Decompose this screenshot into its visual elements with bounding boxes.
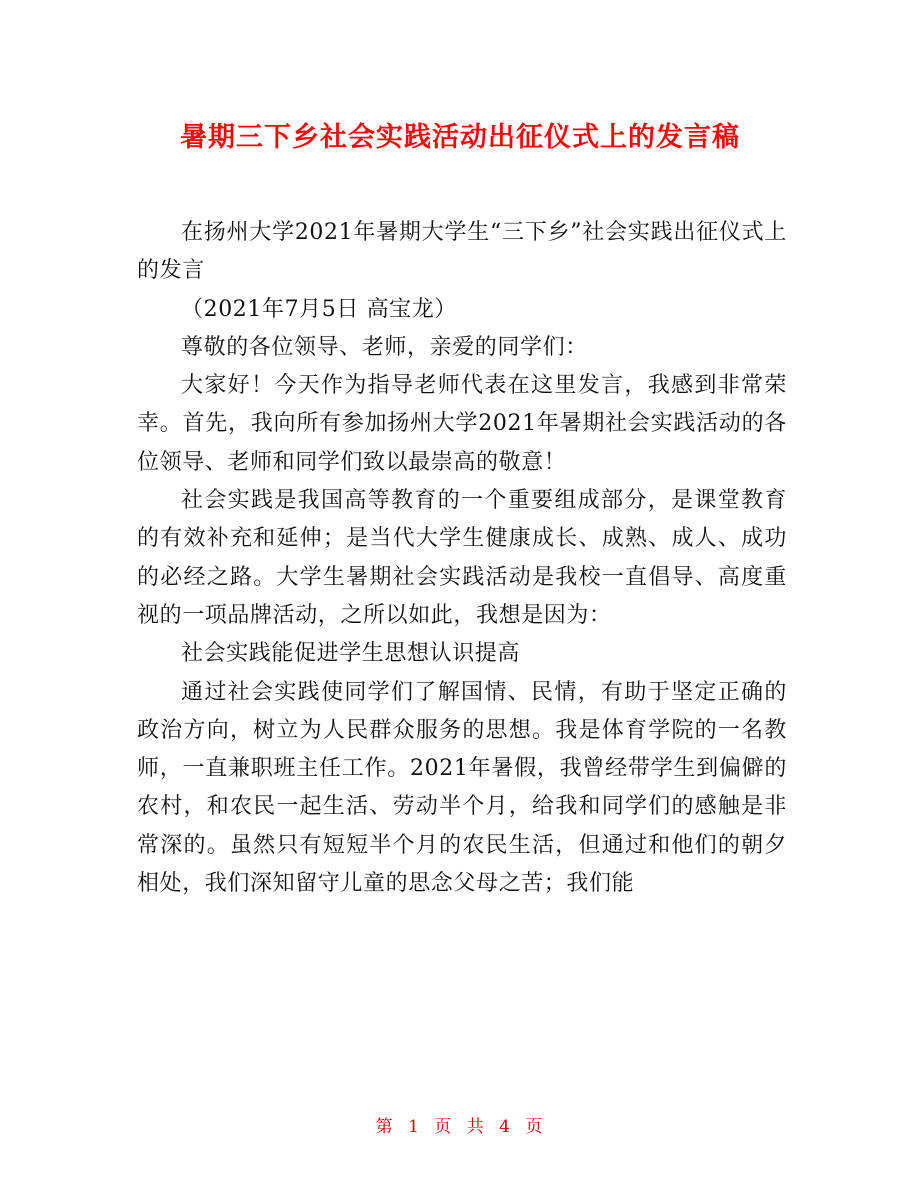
paragraph-significance: 社会实践是我国高等教育的一个重要组成部分，是课堂教育的有效补充和延伸；是当代大学生健康成长、成熟、成人、成功的必经之路。大学生暑期社会实践活动是我校一直倡导、高度重视的一项品牌活动，之所以如此，我想是因为： — [137, 488, 787, 628]
paragraph-salutation: 尊敬的各位领导、老师，亲爱的同学们： — [181, 334, 588, 360]
paragraph-experience: 通过社会实践使同学们了解国情、民情，有助于坚定正确的政治方向，树立为人民群众服务的思想。我是体育学院的一名教师，一直兼职班主任工作。2021年暑假，我曾经带学生到偏僻的农村，和农民一起生活、劳动半个月，给我和同学们的感触是非常深的。虽然只有短短半个月的农民生活，但通过和他们的朝夕相处，我们深知留守儿童的思念父母之苦；我们能 — [137, 679, 787, 897]
document-body — [137, 214, 787, 903]
document-title: 暑期三下乡社会实践活动出征仪式上的发言稿 — [180, 122, 740, 153]
paragraph-heading-point: 社会实践能促进学生思想认识提高 — [181, 641, 521, 667]
page-footer: 第 1 页 共 4 页 — [375, 1117, 545, 1137]
paragraph-intro: 在扬州大学2021年暑期大学生“三下乡”社会实践出征仪式上的发言 — [137, 220, 787, 284]
paragraph-greeting: 大家好！今天作为指导老师代表在这里发言，我感到非常荣幸。首先，我向所有参加扬州大学2021年暑期社会实践活动的各位领导、老师和同学们致以最崇高的敬意！ — [137, 373, 787, 475]
paragraph-date-author: （2021年7月5日 高宝龙） — [181, 296, 457, 322]
